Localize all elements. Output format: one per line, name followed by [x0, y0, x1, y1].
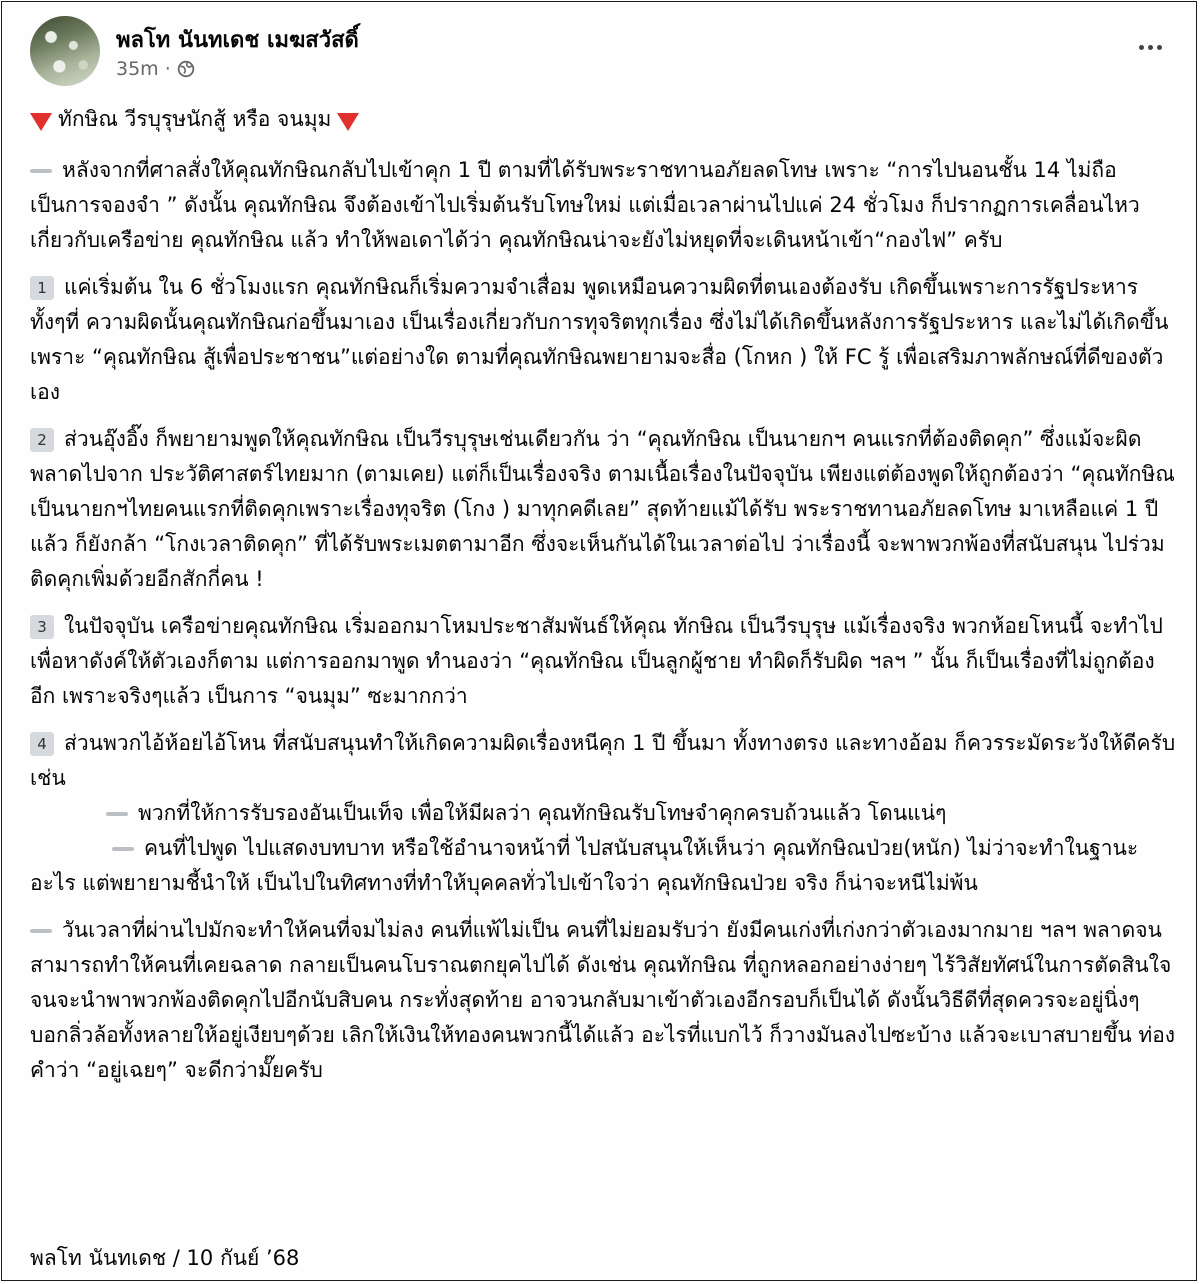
list-item-text: ส่วนอุ๊งอิ๊ง ก็พยายามพูดให้คุณทักษิณ เป็นวีรบุรุษเช่นเดียวกัน ว่า “คุณทักษิณ เป็นนายกฯ คนแรกที่ต้องติดคุก” ซึ่งแม้จะผิดพลาดไปจาก ประวัติศาสตร์ไทยมาก (ตามเคย) แต่ก็เป็นเรื่องจริง ตามเนื้อเรื่องในปัจจุบัน เพียงแต่ต้องพูดให้ถูกต้องว่า “คุณทักษิณ เป็นนายกฯไทยคนแรกที่ติดคุกเพราะเรื่องทุจริต (โกง ) มาทุกคดีเลย” สุดท้ายแม้ได้รับ พระราชทานอภัยลดโทษ มาเหลือแค่ 1 ปีแล้ว ก็ยังกล้า “โกงเวลาติดคุก” ที่ได้รับพระเมตตามาอีก ซึ่งจะเห็นกันได้ในเวลาต่อไป ว่าเรื่องนี้ จะพาพวกพ้องที่สนับสนุน ไปร่วมติดคุกเพิ่มด้วยอีกสักกี่คน !	[30, 427, 1175, 591]
intro-paragraph	[30, 153, 1176, 258]
list-item-text: ส่วนพวกไอ้ห้อยไอ้โหน ที่สนับสนุนทำให้เกิดความผิดเรื่องหนีคุก 1 ปี ขึ้นมา ทั้งทางตรง และทางอ้อม ก็ควรระมัดระวังให้ดีครับ เช่น	[30, 731, 1176, 790]
sub-list-item	[30, 831, 1176, 901]
post-time[interactable]: 35m	[116, 58, 159, 80]
meta-separator: ·	[164, 58, 171, 80]
red-triangle-down-icon	[337, 113, 359, 131]
intro-text: หลังจากที่ศาลสั่งให้คุณทักษิณกลับไปเข้าคุก 1 ปี ตามที่ได้รับพระราชทานอภัยลดโทษ เพราะ “การไปนอนชั้น 14 ไม่ถือเป็นการจองจำ ” ดังนั้น คุณทักษิณ จึงต้องเข้าไปเริ่มต้นรับโทษใหม่ แต่เมื่อเวลาผ่านไปแค่ 24 ชั่วโมง ก็ปรากฏการเคลื่อนไหวเกี่ยวกับเครือข่าย คุณทักษิณ แล้ว ทำให้พอเดาได้ว่า คุณทักษิณน่าจะยังไม่หยุดที่จะเดินหน้าเข้า“กองไฟ” ครับ	[30, 158, 1140, 252]
avatar[interactable]	[30, 16, 100, 86]
sub-list-item	[30, 796, 1176, 831]
more-options-icon[interactable]	[1132, 32, 1168, 62]
sub-list-item-text: คนที่ไปพูด ไปแสดงบทบาท หรือใช้อำนาจหน้าที่ ไปสนับสนุนให้เห็นว่า คุณทักษิณป่วย(หนัก) ไม่ว่าจะทำในฐานะอะไร แต่พยายามชี้นำให้ เป็นไปในทิศทางที่ทำให้บุคคลทั่วไปเข้าใจว่า คุณทักษิณป่วย จริง ก็น่าจะหนีไม่พ้น	[30, 836, 1139, 895]
signature: พลโท นันทเดช / 10 กันย์ ’68	[30, 1246, 300, 1270]
number-badge: 2	[30, 428, 54, 452]
list-item-text: แค่เริ่มต้น ใน 6 ชั่วโมงแรก คุณทักษิณก็เริ่มความจำเสื่อม พูดเหมือนความผิดที่ตนเองต้องรับ เกิดขึ้นเพราะการรัฐประหาร ทั้งๆที่ ความผิดนั้นคุณทักษิณก่อขึ้นมาเอง เป็นเรื่องเกี่ยวกับการทุจริตทุกเรื่อง ซึ่งไม่ได้เกิดขึ้นหลังการรัฐประหาร และไม่ได้เกิดขึ้นเพราะ “คุณทักษิณ สู้เพื่อประชาชน”แต่อย่างใด ตามที่คุณทักษิณพยายามจะสื่อ (โกหก ) ให้ FC รู้ เพื่อเสริมภาพลักษณ์ที่ดีของตัวเอง	[30, 275, 1169, 404]
list-item	[30, 422, 1176, 597]
number-badge: 4	[30, 732, 54, 756]
post-title-text: ทักษิณ วีรบุรุษนักสู้ หรือ จนมุม	[58, 107, 332, 131]
globe-icon[interactable]	[177, 60, 195, 78]
post-meta	[116, 58, 195, 80]
post-body	[30, 102, 1176, 1100]
number-badge: 3	[30, 615, 54, 639]
dash-marker	[112, 847, 134, 851]
dash-marker	[30, 929, 52, 933]
author-name[interactable]: พลโท นันทเดช เมฆสวัสดิ์	[116, 28, 359, 53]
list-item	[30, 726, 1176, 796]
list-item	[30, 609, 1176, 714]
closing-paragraph	[30, 913, 1176, 1088]
dash-marker	[30, 169, 52, 173]
sub-list-item-text: พวกที่ให้การรับรองอันเป็นเท็จ เพื่อให้มีผลว่า คุณทักษิณรับโทษจำคุกครบถ้วนแล้ว โดนแน่ๆ	[138, 801, 947, 825]
number-badge: 1	[30, 276, 54, 300]
list-item-text: ในปัจจุบัน เครือข่ายคุณทักษิณ เริ่มออกมาโหมประชาสัมพันธ์ให้คุณ ทักษิณ เป็นวีรบุรุษ แม้เรื่องจริง พวกห้อยโหนนี้ จะทำไปเพื่อหาดังค์ให้ตัวเองก็ตาม แต่การออกมาพูด ทำนองว่า “คุณทักษิณ เป็นลูกผู้ชาย ทำผิดก็รับผิด ฯลฯ ” นั้น ก็เป็นเรื่องที่ไม่ถูกต้องอีก เพราะจริงๆแล้ว เป็นการ “จนมุม” ซะมากกว่า	[30, 614, 1163, 708]
list-item	[30, 270, 1176, 410]
post-header	[30, 16, 1174, 90]
post-card	[1, 1, 1197, 1281]
closing-text: วันเวลาที่ผ่านไปมักจะทำให้คนที่จมไม่ลง คนที่แพ้ไม่เป็น คนที่ไม่ยอมรับว่า ยังมีคนเก่งที่เก่งกว่าตัวเองมากมาย ฯลฯ พลาดจนสามารถทำให้คนที่เคยฉลาด กลายเป็นคนโบราณตกยุคไปได้ ดังเช่น คุณทักษิณ ที่ถูกหลอกอย่างง่ายๆ ไร้วิสัยทัศน์ในการตัดสินใจ จนจะนำพาพวกพ้องติดคุกไปอีกนับสิบคน กระทั่งสุดท้าย อาจวนกลับมาเข้าตัวเองอีกรอบก็เป็นได้ ดังนั้นวิธีดีที่สุดควรจะอยู่นิ่งๆ บอกลิ่วล้อทั้งหลายให้อยู่เงียบๆด้วย เลิกให้เงินให้ทองคนพวกนี้ได้แล้ว อะไรที่แบกไว้ ก็วางมันลงไปซะบ้าง แล้วจะเบาสบายขึ้น ท่องคำว่า “อยู่เฉยๆ” จะดีกว่ามั๊ยครับ	[30, 918, 1176, 1082]
post-title	[30, 102, 1176, 137]
red-triangle-down-icon	[30, 113, 52, 131]
dash-marker	[106, 812, 128, 816]
